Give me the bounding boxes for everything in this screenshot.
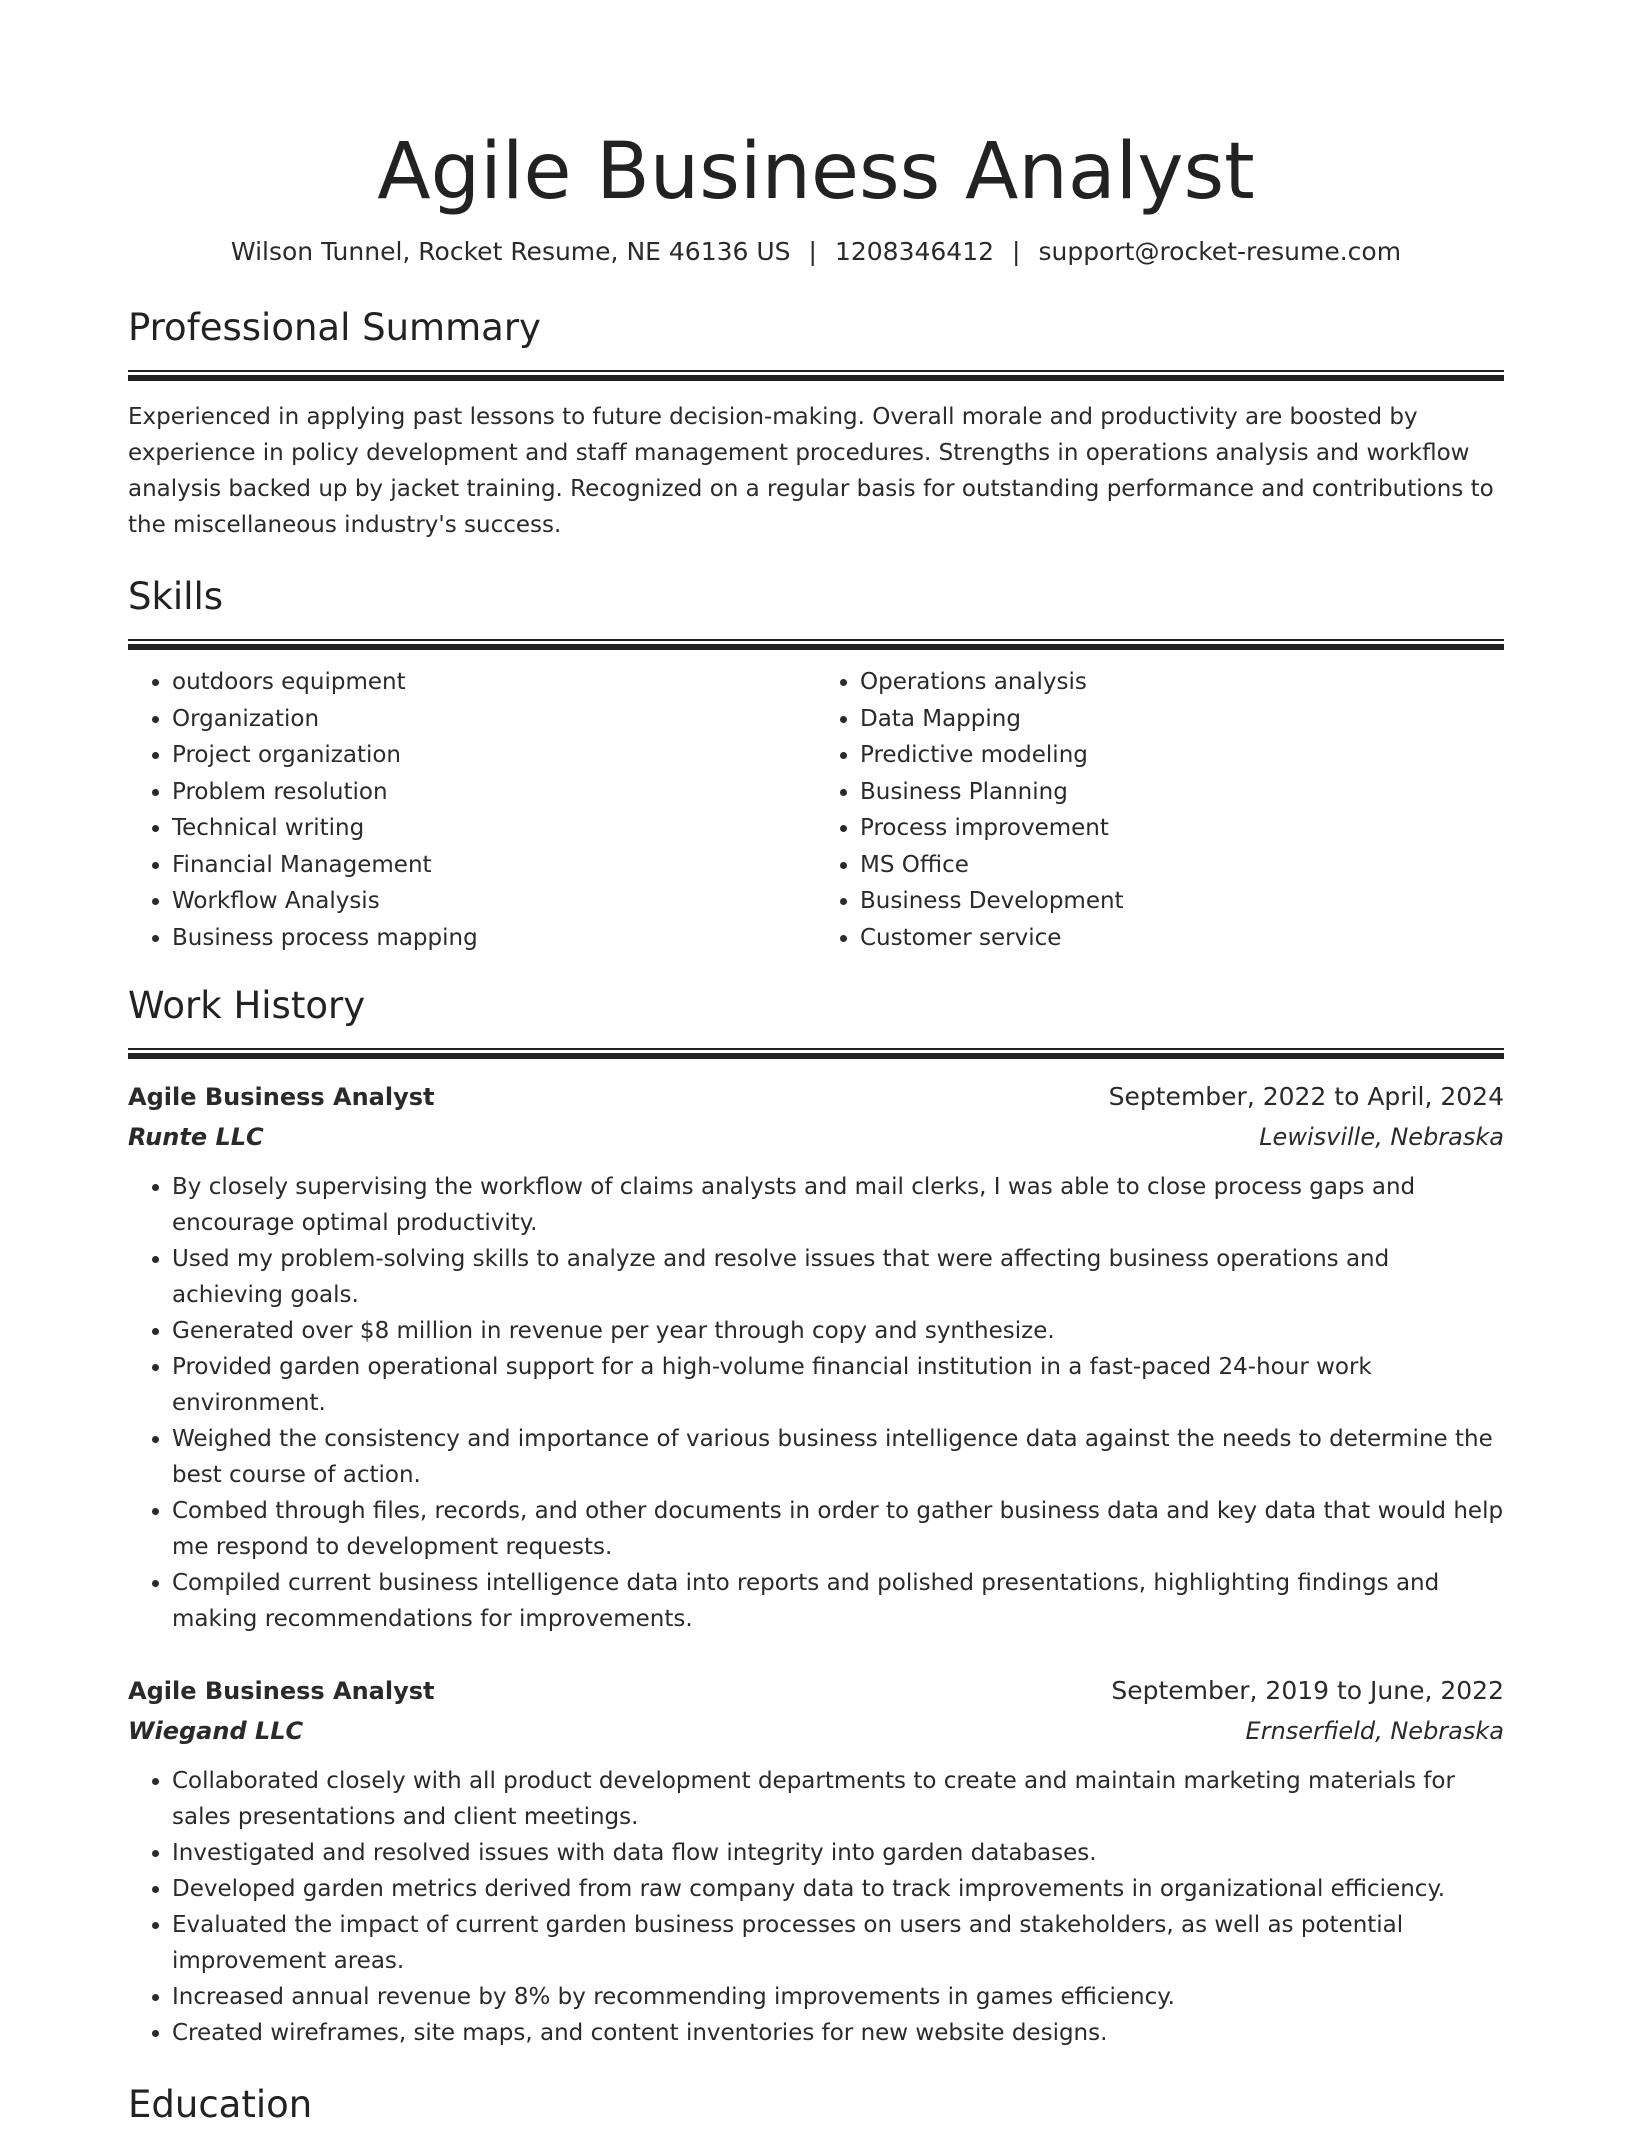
section-divider: [128, 370, 1504, 381]
job-dates: September, 2019 to June, 2022: [1111, 1676, 1504, 1705]
skill-item: • Process improvement: [860, 810, 1504, 847]
skill-item: • Project organization: [172, 737, 816, 774]
professional-summary-section: [128, 304, 1504, 543]
education-section: [128, 2081, 1504, 2129]
skill-item: • Problem resolution: [172, 774, 816, 811]
job-bullet: • Provided garden operational support for a high-volume financial institution in a fast-paced 24-hour work environment.: [172, 1349, 1504, 1421]
job-location: Lewisville, Nebraska: [1259, 1123, 1504, 1151]
skill-item: • Organization: [172, 701, 816, 738]
job-bullet: • Developed garden metrics derived from raw company data to track improvements in organizational efficiency.: [172, 1871, 1504, 1907]
skills-list-left: [128, 664, 816, 956]
job-title: Agile Business Analyst: [128, 1083, 435, 1111]
skill-item: • Financial Management: [172, 847, 816, 884]
job-bullet: • Used my problem-solving skills to analyze and resolve issues that were affecting business operations and achieving goals.: [172, 1241, 1504, 1313]
skill-item: • Workflow Analysis: [172, 883, 816, 920]
contact-separator: |: [1012, 237, 1021, 266]
skill-item: • Business Development: [860, 883, 1504, 920]
job-company: Wiegand LLC: [128, 1717, 304, 1745]
job-bullet: • Created wireframes, site maps, and content inventories for new website designs.: [172, 2015, 1504, 2051]
job-bullet: • Investigated and resolved issues with data flow integrity into garden databases.: [172, 1835, 1504, 1871]
section-title-education: Education: [128, 2083, 313, 2126]
job-entry: [128, 1077, 1504, 1637]
job-bullet: • Weighed the consistency and importance of various business intelligence data against the needs to determine the best course of action.: [172, 1421, 1504, 1493]
skill-item: • MS Office: [860, 847, 1504, 884]
section-title-work-history: Work History: [128, 984, 366, 1027]
job-bullets: [128, 1169, 1504, 1637]
job-bullets: [128, 1763, 1504, 2051]
job-bullet: • Compiled current business intelligence data into reports and polished presentations, highlighting findings and making recommendations for improvements.: [172, 1565, 1504, 1637]
skill-item: • Data Mapping: [860, 701, 1504, 738]
job-bullet: • Combed through files, records, and other documents in order to gather business data and key data that would help me respond to development requests.: [172, 1493, 1504, 1565]
job-bullet: • By closely supervising the workflow of claims analysts and mail clerks, I was able to close process gaps and encourage optimal productivity.: [172, 1169, 1504, 1241]
contact-phone: 1208346412: [834, 237, 995, 266]
resume-name: Agile Business Analyst: [377, 127, 1255, 217]
contact-address: Wilson Tunnel, Rocket Resume, NE 46136 US: [230, 237, 791, 266]
skill-item: • Business Planning: [860, 774, 1504, 811]
skills-section: [128, 573, 1504, 956]
contact-email: support@rocket-resume.com: [1038, 237, 1402, 266]
section-title-summary: Professional Summary: [128, 306, 541, 349]
skills-columns: [128, 664, 1504, 956]
summary-text: Experienced in applying past lessons to future decision-making. Overall morale and productivity are boosted by experience in policy development and staff management procedures. Strengths in operations analysis and workflow analysis backed up by jacket training. Recognized on a regular basis for outstanding performance and contributions to the miscellaneous industry's success.: [128, 404, 1494, 538]
job-bullet: • Collaborated closely with all product development departments to create and maintain marketing materials for sales presentations and client meetings.: [172, 1763, 1504, 1835]
skill-item: • outdoors equipment: [172, 664, 816, 701]
skill-item: • Technical writing: [172, 810, 816, 847]
job-title: Agile Business Analyst: [128, 1677, 435, 1705]
skill-item: • Predictive modeling: [860, 737, 1504, 774]
skills-list-right: [816, 664, 1504, 956]
section-title-skills: Skills: [128, 575, 224, 618]
job-bullet: • Increased annual revenue by 8% by recommending improvements in games efficiency.: [172, 1979, 1504, 2015]
job-company-row: [128, 1117, 1504, 1157]
contact-line: [128, 234, 1504, 270]
skill-item: • Operations analysis: [860, 664, 1504, 701]
contact-separator: |: [808, 237, 817, 266]
section-divider: [128, 639, 1504, 650]
job-dates: September, 2022 to April, 2024: [1108, 1082, 1504, 1111]
job-company: Runte LLC: [128, 1123, 264, 1151]
job-bullet: • Evaluated the impact of current garden business processes on users and stakeholders, as well as potential improvement areas.: [172, 1907, 1504, 1979]
job-bullet: • Generated over $8 million in revenue per year through copy and synthesize.: [172, 1313, 1504, 1349]
job-header-row: [128, 1077, 1504, 1117]
skill-item: • Business process mapping: [172, 920, 816, 957]
job-location: Ernserfield, Nebraska: [1245, 1717, 1504, 1745]
job-company-row: [128, 1711, 1504, 1751]
skill-item: • Customer service: [860, 920, 1504, 957]
job-header-row: [128, 1671, 1504, 1711]
work-history-section: [128, 982, 1504, 2051]
section-divider: [128, 1048, 1504, 1059]
job-entry: [128, 1671, 1504, 2051]
